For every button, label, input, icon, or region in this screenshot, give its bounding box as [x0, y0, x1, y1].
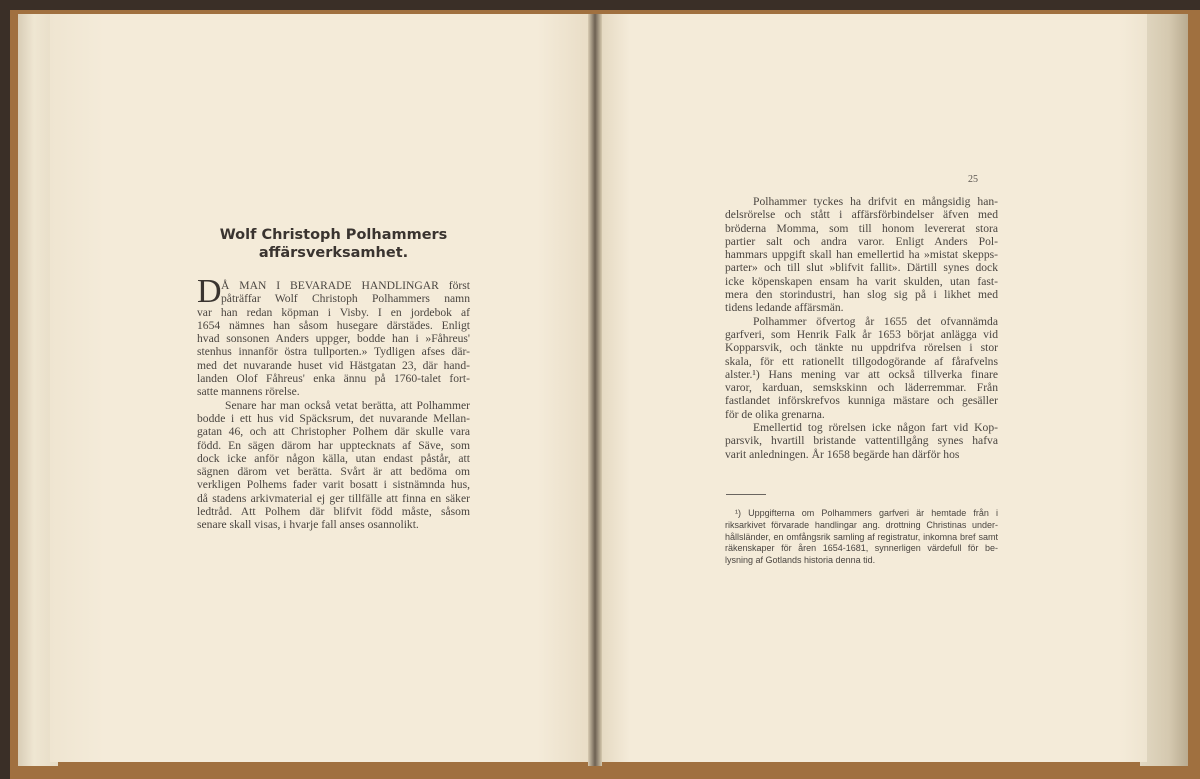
text-line: icke köpenskapen ensam ha varit skulden, utan fast- — [725, 274, 998, 288]
chapter-title-line-2: affärsverksamhet. — [258, 245, 409, 261]
text-line: garfveri, som Henrik Falk år 1653 börjat anlägga vid — [725, 327, 998, 341]
text-line: varor, karduan, semskskinn och läderremmar. Från — [725, 381, 998, 395]
text-line: fastlandet införskrefvos kunniga mästare och gesäller — [725, 394, 998, 408]
text-line: mera den storindustri, han slog sig på i likhet med — [725, 288, 998, 302]
text-line: skala, för ett rationellt tillgodogörande af fårafvelns — [725, 354, 998, 368]
text-line: Polhammer öfvertog år 1655 det ofvannämda — [753, 314, 998, 328]
text-line: hållsländer, en omfångsrik samling af registratur, inkomna bref samt — [725, 531, 998, 542]
text-line: för de olika grenarna. — [725, 407, 825, 421]
text-line: med det nuvarande huset vid Hästgatan 23, där hand- — [197, 358, 470, 372]
text-line: påträffar Wolf Christoph Polhammers namn — [221, 292, 470, 306]
text-line: var han redan köpman i Visby. I en jordebok af — [197, 305, 470, 319]
text-line: senare skall visas, i hvarje fall anses osannolikt. — [197, 518, 419, 532]
text-line: varit anledningen. År 1658 begärde han därför hos — [725, 447, 960, 461]
right-body-text — [725, 195, 998, 461]
text-line: dock icke anför någon källa, utan endast påstår, att — [197, 451, 470, 465]
text-line: bröderna Momma, som till honom levererat stora — [725, 221, 998, 235]
text-line: riksarkivet förvarade handlingar ang. drottning Christinas under- — [725, 519, 998, 530]
text-line: alster.¹) Hans mening var att också tillverka finare — [725, 367, 998, 381]
text-line: parsvik, hvartill bristande vattentillgång synes hafva — [725, 434, 998, 448]
page-number: 25 — [968, 174, 978, 185]
text-line: gatan 46, och att Christopher Polhem där skulle vara — [197, 425, 470, 439]
text-line: 1654 nämnes han såsom husegare därstädes. Enligt — [197, 318, 470, 332]
footnote — [725, 508, 998, 567]
text-line: bodde i ett hus vid Späcksrum, det nuvarande Mellan- — [197, 411, 470, 425]
left-body-text — [197, 273, 470, 532]
text-line: hammars uppgift skall han emellertid ha »mistat skepps- — [725, 248, 998, 262]
text-line: lysning af Gotlands historia denna tid. — [725, 555, 876, 566]
text-line: stenhus innanför östra tullporten.» Tydligen afses där- — [197, 345, 470, 359]
text-line: Å MAN I BEVARADE HANDLINGAR först — [221, 279, 470, 292]
text-line: satte mannens rörelse. — [197, 385, 300, 399]
text-line: tidens ledande affärsmän. — [725, 301, 844, 315]
text-line: sägnen därom vet berätta. Svårt är att bedöma om — [197, 465, 470, 479]
text-line: parter» och till slut »blifvit fallit». Därtill synes dock — [725, 261, 998, 275]
text-line: då stadens arkivmaterial ej ger tillfälle att finna en säker — [197, 491, 470, 505]
text-line: Kopparsvik, och tänkte nu uppdrifva rörelsen i stor — [725, 341, 998, 355]
text-line: Emellertid tog rörelsen icke någon fart vid Kop- — [753, 421, 998, 435]
text-line: ¹) Uppgifterna om Polhammers garfveri är hemtade från i — [735, 508, 998, 518]
text-line: delsrörelse och stått i affärsförbindelser äfven med — [725, 208, 998, 222]
text-line: verkligen Polhems fader varit bosatt i sistnämnda hus, — [197, 478, 470, 492]
page-edges-right — [1140, 14, 1188, 766]
text-line: Polhammer tyckes ha drifvit en mångsidig han- — [753, 195, 998, 208]
text-line: landen Olof Fåhreus' enka ännu på 1760-talet fort- — [197, 372, 470, 386]
text-line: född. En sägen därom har upptecknats af Säve, som — [197, 438, 470, 452]
chapter-title-line-1: Wolf Christoph Polhammers — [219, 227, 448, 243]
text-line: Senare har man också vetat berätta, att Polhammer — [225, 398, 470, 412]
footnote-rule — [726, 494, 766, 495]
drop-cap: D — [197, 273, 222, 310]
text-line: ledtråd. Att Polhem där blifvit född måste, såsom — [197, 505, 470, 519]
text-line: hvad sonsonen Anders uppger, bodde han i »Fåhreus' — [197, 332, 470, 346]
text-line: räkenskaper för åren 1654-1681, synnerligen värdefull för be- — [725, 543, 998, 554]
book-gutter — [588, 14, 602, 766]
text-line: partier salt och andra varor. Enligt Anders Pol- — [725, 234, 998, 248]
